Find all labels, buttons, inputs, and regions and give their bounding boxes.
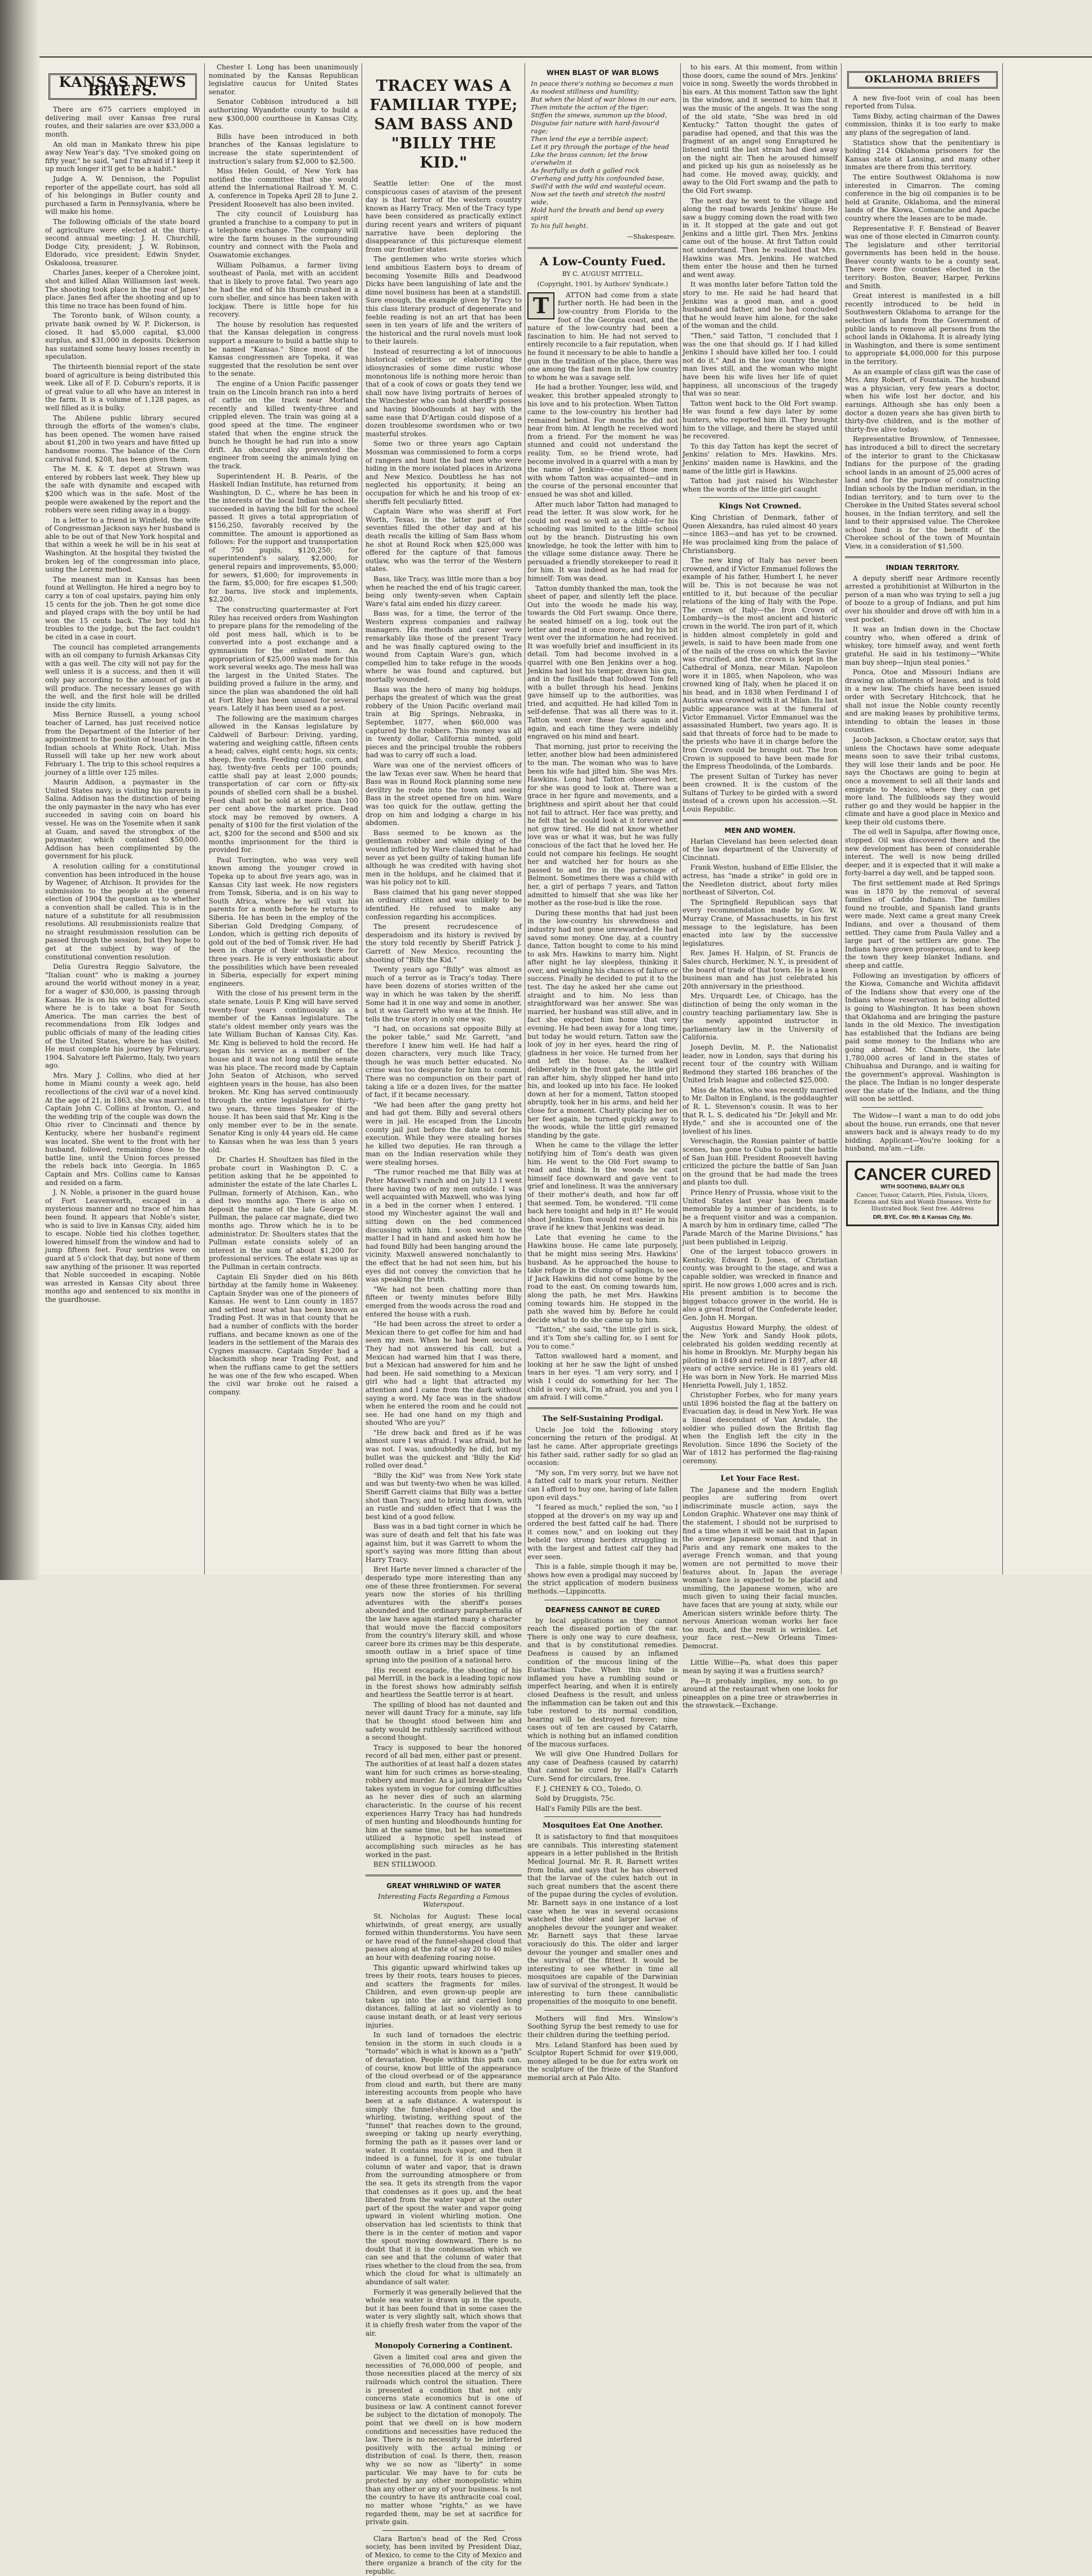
article-paragraph: Representative F. F. Benstead of Beaver was one of those elected in Cimarron county. The legislature and other territorial governments has been held in the house. Beaver county wants to be a county seat. There were five counties elected in the territory: Boston, Beaver, Harper, Perkins and Smith.: [845, 224, 1000, 290]
article-paragraph: The new king of Italy has never been crowned, and if Victor Emmanuel follows the example of his father, Humbert I, he never will be. This is not because he was not entitled to it, but because of the peculiar relations of the king of Italy with the Pope. The crown of Italy—the Iron Crown of Lombardy—is the most ancient and historic crown in the world. The iron part of it, which is hidden almost completely in gold and jewels, is said to have been made from one of the nails of the cross on which the Savior was crucified, and the crown is kept in the Cathedral of Monza, near Milan. Napoleon wore it in 1805, when Napoleon, who was crowned king of Italy, when he placed it on his head, and in 1838 when Ferdinand I of Austria was crowned with it at Milan. Its last public appearance was at the funeral of Victor Emmanuel. Victor Emmanuel was the assassinated Humbert, two years ago. It is said that threats of force had to be made to the priests who have it in charge before the Iron Crown could be brought out. The Iron Crown is supposed to have been made for the Empress Theodolinda, of the Lombards.: [682, 556, 838, 771]
face-rest-paragraphs: [682, 1486, 838, 1651]
article-paragraph: The city council of Louisburg has granted a franchise to a company to put in a telephone exchange. The company will wire the farm houses in the surrounding country and connect with the Paola and Osawatomie exchanges.: [209, 210, 358, 260]
article-paragraph: This is a fable, simple though it may be, shows how even a prodigal may succeed by the strict application of modern business methods.—Lippincotts.: [527, 1563, 678, 1596]
separator: [544, 2010, 661, 2011]
willie-paragraphs: [682, 1658, 838, 1710]
article-paragraph: The thirteenth biennial report of the state board of agriculture is being distributed this week. Like all of F. D. Coburn's reports, it is of great value to all who have an interest in the farm. It is a volume of 1,128 pages, as well filled as it is bulky.: [45, 363, 200, 412]
kansas-news-continued-paragraphs: [209, 63, 358, 1396]
article-paragraph: We will give One Hundred Dollars for any case of Deafness (caused by catarrh) that cannot be cured by Hall's Catarrh Cure. Send for circulars, free.: [527, 1750, 678, 1783]
feud-headline: A Low-County Fued.: [539, 254, 666, 268]
article-paragraph: There are 675 carriers employed in delivering mail over Kansas free rural routes, and their salaries are over $33,000 a month.: [45, 106, 200, 138]
article-paragraph: With the close of his present term in the state senate, Louis P. King will have served twenty-four years continuously as a member of the Kansas legislature. The state's oldest member only years was the late William Buchan of Kansas City, Kas. Mr. King is believed to hold the record. He began his service as a member of the house and it was not long until the senate was his place. The record made by Captain John Seaton of Atchison, who served eighteen years in the house, has also been broken. Mr. King has served continuously through the entire legislature for thirty-two years, three times Speaker of the house. It has been said that Mr. King is the only member ever to be in the senate. Senator King is only 44 years old. He came to Kansas when he was less than 5 years old.: [209, 989, 358, 1154]
section-separator: [527, 247, 678, 249]
poem-line: Like the brass cannon; let the brow o'erwhelm it: [531, 151, 648, 166]
column-feud-story: [527, 63, 678, 2082]
poem-line: In peace there's nothing so becomes a man: [531, 80, 673, 87]
column-rule: [204, 63, 205, 1574]
article-paragraph: Bass claimed that his gang never stopped an ordinary citizen and was unlikely to be identified. He refused to make any confession regarding his accomplices.: [366, 888, 522, 921]
article-paragraph: Seattle letter: One of the most conspicuous cases of atavism of the present day is that terror of the western country known as Harry Tracy. Men of the Tracy type have been considered as practically extinct during recent years and writers of piquant narrative have been deploring the disappearance of this picturesque element from our frontier states.: [366, 179, 522, 253]
article-paragraph: Maurin Addison, a paymaster in the United States navy, is visiting his parents in Salina. Addison has the distinction of being the only paymaster in the navy who has ever succeeded in saving coin on board his vessel. He was on the Yosemite when it sank at Guam, and saved the strongbox of the paymaster, which contained $50,000. Addison has been complimented by the government for his pluck.: [45, 778, 200, 861]
kansas-news-paragraphs: [45, 106, 200, 1304]
article-paragraph: The oil well in Sapulpa, after flowing once, stopped. Oil was discovered there and the new development has been of considerable interest. The well is now being drilled deeper, and it is expected that it will make a forty-barrel a day well, and be tapped soon.: [845, 828, 1000, 877]
separator: [699, 1469, 821, 1470]
article-paragraph: Sold by Druggists, 75c.: [535, 1794, 615, 1803]
article-paragraph: This gigantic upward whirlwind takes up trees by their roots, tears houses to pieces, and scatters the fragments for miles. Children, and even grown-up people are taken up into the air and carried long distances, falling at last so violently as to cause instant death, or at least very serious injuries.: [366, 1963, 522, 2029]
article-paragraph: After much labor Tatton had managed to read the letter. It was slow work, for he could not read so well as a child—for his schooling was limited to the little school out by the branch. Distrusting his own knowledge, he took the letter with him to the village some distance away. There he persuaded a friendly storekeeper to read it for him. It was indeed as he had read for himself: Tom was dead.: [527, 500, 678, 582]
article-paragraph: Captain Ware who was sheriff at Fort Worth, Texas, in the latter part of the seventies filled the other day and at his death recalls the killing of Sam Bass whom he shot at Round Rock when $25,000 was offered for the capture of that famous outlaw, who was the terror of the Western states.: [366, 507, 522, 573]
poem-line: Swill'd with the wild and wasteful ocean.: [531, 182, 666, 190]
article-paragraph: Bass was, for a time, the terror of the Western express companies and railway managers. His methods and career were remarkably like those of the present Tracy and he was finally captured owing to the wound from Captain Ware's gun, which compelled him to take refuge in the woods where he was found and captured, but mortally wounded.: [366, 609, 522, 684]
poem-line: Stiffen the sinews, summon up the blood,: [531, 111, 667, 119]
article-paragraph: The gentlemen who write stories which lend ambitious Eastern boys to dream of becoming Yosemite Bills and Deadwood Dicks have been languishing of late and the dime novel business has been at a standstill. Sure enough, the example given by Tracy to this class literary product of degenerate and feeble reading is not an art that has been seen in ten years of life and the writers of the historical and the rural novels must look to their laurels.: [366, 255, 522, 346]
article-paragraph: Mrs. Mary J. Collins, who died at her home in Miami county a week ago, held recollections of the civil war of a novel kind. At the age of 21, in 1863, she was married to Captain John C. Collins at Ironton, O., and the wedding trip of the couple was down the Ohio river to Cincinnati and thence by Kentucky, where her husband's regiment was located. She went to the front with her husband, followed, remaining close to the battle line, until the Union forces pressed the rebels back into Georgia. In 1865 Captain and Mrs. Collins came to Kansas and resided on a farm.: [45, 1071, 200, 1187]
article-paragraph: Hall's Family Pills are the best.: [535, 1804, 642, 1813]
article-paragraph: In a letter to a friend in Winfield, the wife of Congressman Jackson says her husband is able to be out of that New York hospital and that within a week he will be in his seat at Washington. At the hospital they twisted the broken leg of the congressman into place, using the Lorenz method.: [45, 516, 200, 574]
section-separator: [845, 556, 1000, 558]
article-paragraph: The following are the maximum charges allowed in the Kansas legislature by Caldwell of Barbour: Driving, yarding, watering and weighing cattle, fifteen cents a head; calves, eight cents; hogs, six cents; sheep, five cents. Feeding cattle, corn, and hay, twenty-five cents per 100 pounds; cattle shall pay at least 2,000 pounds; transportation of car corn or fifty-six pounds of shelled corn shall be a bushel. Feed shall not be sold at more than 100 per cent above the market price. Dead stock may be removed by owners. A penalty of $100 for the first violation of the act, $200 for the second and $500 and six months imprisonment for the third is provided for.: [209, 714, 358, 854]
article-paragraph: The Springfield Republican says that every recommendation made by Gov. W. Murray Crane, of Massachusetts, in his first message to the legislature, has been enacted into law by the successive legislatures.: [682, 898, 838, 947]
article-paragraph: Bills have been introduced in both branches of the Kansas legislature to increase the state superintendent of instruction's salary from $2,000 to $2,500.: [209, 132, 358, 165]
article-paragraph: The house by resolution has requested that the Kansas delegation in congress support a measure to build a battle ship to be named "Kansas." Since most of the Kansas congressmen are Topeka, it was suggested that the resolution be sent over to the senate.: [209, 320, 358, 378]
tail-paragraphs: [527, 2015, 678, 2082]
ad-headline: CANCER CURED: [853, 1165, 992, 1184]
article-paragraph: "We had been after the gang pretty hot and had got them. Billy and several others were in jail. He escaped from the Lincoln county jail just before the date set for his execution. While they were stealing horses he killed two deputies. He ran through a man on the Indian reservation while they were stealing horses.: [366, 1100, 522, 1166]
article-paragraph: Joseph Devlin, M. P., the Nationalist leader, now in London, says that during his recent tour of the country with William Redmond they started 186 branches of the United Irish league and collected $25,000.: [682, 1043, 838, 1085]
poem-signature: —Shakespeare.: [627, 233, 676, 240]
whirlwind-paragraphs: [366, 1912, 522, 2337]
article-paragraph: Tracy is supposed to bear the honored record of all bad men, either past or present. The authorities of at least half a dozen states want him for such crimes as horse-stealing, robbery and murder. As a jail breaker he also takes system in vogue for coming difficulties as he never dies of such an alarming characteristic. In the course of his recent experiences Harry Tracy has had hundreds of men hunting and bloodhounds hunting for him at the same time, but he has sometimes utilized a hypnotic spell instead of accomplishing such miracles as he has worked in the past.: [366, 1743, 522, 1859]
article-paragraph: Dr. Charles H. Shoultzen has filed in the probate court in Washington D. C. a petition asking that he be appointed to administer the estate of the late Charles L. Pullman, formerly of Atchison, Kan., who died two months ago. There is also on deposit the name of the late George M. Pullman, the palace car magnate, died two months ago. Throw which he is to be administrator. Dr. Shoulters states that the Pullman estate consists solely of an interest in the sum of about $1,200 for professional services. The estate was up as the Pullman in certain contracts.: [209, 1156, 358, 1271]
article-paragraph: His recent escapade, the shooting of his pal Merrill, in the back is a leading topic now in the forest shows how admirably selfish and heartless the Seattle terror is at heart.: [366, 1666, 522, 1699]
article-paragraph: The M. K. & T. depot at Strawn was entered by robbers last week. They blew up the safe with dynamite and escaped with $200 which was in the safe. Most of the people were awakened by the report and the robbers were seen riding away in a buggy.: [45, 465, 200, 515]
article-paragraph: Bass was in a bad tight corner in which he was sure of death and felt that his fate was against him, but it was Garrett to whom the sport's saying was more fitting than about Harry Tracy.: [366, 1522, 522, 1564]
face-rest-headline: Let Your Face Rest.: [720, 1474, 800, 1483]
article-paragraph: A deputy sheriff near Ardmore recently arrested a prohibitionist at Wilburton in the person of a man who was trying to sell a jug of booze to a group of Indians, and put him over his shoulder and drove off with him in a vest pocket.: [845, 574, 1000, 624]
section-separator: [366, 1875, 522, 1876]
monopoly-headline: Monopoly Cornering a Continent.: [375, 2342, 513, 2351]
deafness-headline: DEAFNESS CANNOT BE CURED: [545, 1605, 661, 1614]
kansas-news-briefs-header: KANSAS NEWS BRIEFS.: [49, 73, 197, 100]
poem-line: But when the blast of war blows in our ears,: [531, 95, 677, 103]
section-separator: [527, 1407, 678, 1409]
article-paragraph: Given a limited coal area and given the necessities of 76,000,000 of people, and those necessities placed at the mercy of six railroads which control the situation. There is presented a condition that not only concerns state economics but is one of business or law. A continent cannot forever be subject to the dictation of monopoly. The point that we dwell on is how modern conditions and necessities have reduced the law. There is no necessity to be interfered positively with the actual mining or distribution of coal. Is there, then, reason why we so now as "liberty" in some particular. We may have to for cuts be protected by any other monopolistic whim than any other or any of your business. Is not the country to have its anthracite coal coal, no matter whose "rights," as we have regarded them, may be set at sacrifice for private gain.: [366, 2353, 522, 2526]
article-paragraph: Bass seemed to be known as the gentleman robber and while dying of the wound inflicted by Ware claimed that he had never as yet been guilty of taking human life although he was credited with having shot men in the holdups, and he claimed that it was his policy not to kill.: [366, 828, 522, 887]
article-paragraph: Paul Torrington, who was very well known among the younger crowd in Topeka up to about five years ago, was in Kansas City last week. He now registers from Tomsk, Siberia, and is on his way to South Africa, where he will visit his parents for a month before he returns to Siberia. He has been in the employ of the Siberian Gold Dredging Company, of London, which is getting rich deposits of gold out of the bed of Tomsk river. He had been in charge of their work there for three years. He is very enthusiastic about the possibilities which have been revealed in Siberia, especially for expert mining engineers.: [209, 855, 358, 988]
article-paragraph: That morning, just prior to receiving the letter, another blow had been administered to the man. The woman who was to have been his wife had jilted him. She was Mrs. Hawkins. Long had Tatton observed her, for she was good to look at. There was a grace in her figure and movements, and a brightness and spirit about her that could not fail to attract. Her face was pretty, and he felt that he could look at it forever and not grow tired. He did not know whether love was or what it was, but he was fully conscious of the fact that he loved her. He could not compare his feelings. He sought her and watched her for hours as she passed to and fro in the parsonage of Belmont. Sometimes there was a child with her, a girl of perhaps 7 years, and Tatton admitted to himself that she was like her mother as the rose-bud is like the rose.: [527, 742, 678, 907]
cancer-cured-ad: [846, 1161, 999, 1226]
poem-line: Disguise fair nature with hard-favour'd rage;: [531, 119, 659, 135]
article-paragraph: A resolution calling for a constitutional convention has been introduced in the house by Wagener, of Atchison. It provides for the submission to the people at the general election of 1904 the question as to whether a convention shall be called. This is in the nature of a substitute for all resubmission resolutions. All resubmissionists realize that no straight resubmission resolution can be passed through the session, but they hope to get at the subject by way of the constitutional convention resolution.: [45, 862, 200, 961]
article-paragraph: Uncle Joe told the following story concerning the return of the prodigal. At last he came. After appropriate greetings his father said, rather sadly for so glad an occasion:: [527, 1425, 678, 1467]
newspaper-page: [39, 56, 1092, 2576]
article-paragraph: Bret Harte never limned a character of the desperado type more interesting than any one of these three frontiersmen. For several years now the stories of his thrilling adventures with the sheriff's posses abounded and the ordinary paraphernalia of the law have again started many a character that would move the flaccid compositors from the country's literary skill, and whose career bore its crimes may be this desperate, smooth outlaw in a brief space of time sprung into the position of a national hero.: [366, 1565, 522, 1664]
article-paragraph: Representative Brownlow, of Tennessee, has introduced a bill to direct the secretary of the interior to grant to the Chickasaw Indians for the purpose of the grading school lands in an amount of 25,000 acres of land and for the purpose of constructing Indian schools by the Indian meridian, in the Indian territory, and to turn over to the Cherokee in the United States several school houses, in the Indian territory, and sell the land to their appraised value. The Cherokee school fund is for the benefit of the Cherokee school of the town of Mountain View, in a consideration of $1,500.: [845, 435, 1000, 551]
feud-paragraphs: [527, 291, 678, 1402]
article-paragraph: King Christian of Denmark, father of Queen Alexandra, has ruled almost 40 years—since 1863—and has yet to be crowned. He was proclaimed king from the palace of Christiansborg.: [682, 514, 838, 555]
article-paragraph: "He had been across the street to order a Mexican there to get coffee for him and had seen my men. When he had been secured. They had not answered his call, but a Mexican had warned him that I was there, but a Mexican had answered for him and he had been. He said something to a Mexican girl who had a light that attracted my attention and I came from the dark without saying a word. My face was in the shadow when he entered the room and he could not see. He had one hand on my thigh and shouted 'Who are you?': [366, 1320, 522, 1427]
article-paragraph: Statistics show that the penitentiary is holding 214 Oklahoma prisoners for the Kansas state at Lansing, and many other inmates are there from this territory.: [845, 138, 1000, 172]
article-paragraph: Twenty years ago "Billy" was almost as much of a terror as is Tracy's today. There have been dozens of stories written of the way in which he was taken by the sheriff. Some had it in one way and some in another, but it was Garrett who was at the finish. He tells the true story in only one way.: [366, 966, 522, 1023]
feud-continued-paragraphs: [682, 63, 838, 493]
article-paragraph: The Japanese and the modern English peoples are suffering from overt indiscriminate muscle action, says the London Graphic. Whatever one may think of the statement, I should not be surprised to find a time when it will be said that in Japan the average Japanese woman, and that in Paris and any remark one makes to the average French woman, and that young women are not permitted to move their features about. In Japan the average woman's face is expected to be placid and unsmiling, the Japanese women, who are much given to using their facial muscles, have faces that are young at sixty, while our American sisters wrinkle before thirty. The nervous American woman works her face too much, and the result is wrinkles. Let your face rest.—New Orleans Times-Democrat.: [682, 1485, 838, 1650]
article-paragraph: Ware was one of the nerviest officers of the law Texas ever saw. When he heard that Bass was in Round Rock planning some new deviltry he rode into the town and seeing Bass in the street opened fire on him. Ware was too quick for the outlaw, getting the drop on him and lodging a charge in his abdomen.: [366, 761, 522, 827]
poem-line: Now set the teeth and stretch the nostril wide,: [531, 190, 666, 206]
article-paragraph: During these months that had just been in the low-country his shrewdness and industry had not gone unrewarded. He had saved some money. One day, at a country dance, Tatton bought to come to his mind to ask Mrs. Hawkins to marry him. Night after night he lay sleepless, thinking it over, and weighing his chances of failure or success. Finally he decided to put it to the test. The day he asked her she came out straight and to him. No less than straightforward was her answer. She was married, her husband was still alive, and in fact she expected him home that very evening. He had been away for a long time, but today he would return. Tatton saw the look of joy in her eyes, heard the ring of gladness in her voice. He turned from her and left the house. As he walked deliberately in the front gate, the little girl ran after him, shyly slipped her hand into his, and looked up into his face. He looked down at her for a moment, Tatton stooped abruptly, took her in his arms, and held her close for a moment. Charity placing her on her feet again, he turned quickly away to the woods, while the little girl remained standing by the gate.: [527, 909, 678, 1139]
article-paragraph: "Then," said Tatton, "I concluded that I was the one that should go. If I had killed Jenkins I should have killed her too. I could not do it." And in the low country the lone man lives still, and the woman who might have been his wife lives her life of quiet happiness, all unconscious of the tragedy that was so near.: [682, 332, 838, 398]
drop-cap: T: [527, 292, 554, 319]
article-paragraph: Judge A. W. Dennison, the Populist reporter of the appellate court, has sold all of his belongings in Butler county and purchased a farm in Pennsylvania, where he will make his home.: [45, 174, 200, 216]
article-paragraph: Rev. James H. Halpin, of St. Francis de Sales church, Herkimer, N. Y., is president of the board of trade of that town. He is a keen business man and has just celebrated his 20th anniversary in the priesthood.: [682, 949, 838, 990]
article-paragraph: Formerly it was generally believed that the whole sea water is drawn up in the spouts, but it has been found that in some cases the water is very slightly salt, which shows that it is chiefly fresh water from the vapor of the air.: [366, 2288, 522, 2337]
article-paragraph: Miss Helen Gould, of New York has notified the committee that she would attend the International Railroad Y. M. C. A. conference in Topeka April 28 to June 2. President Roosevelt has also been invited.: [209, 167, 358, 208]
article-paragraph: The council has completed arrangements with an oil company to furnish Arkansas City with a gas well. The city will not pay for the well unless it is a success, and then it will only pay according to the amount of gas it will produce. The necessary leases go with the well, and the first hole will be drilled inside the city limits.: [45, 643, 200, 709]
article-paragraph: Superintendent H. B. Pearis, of the Haskell Indian Institute, has returned from Washington, D. C., where he has been in the interests of the local Indian school. He succeeded in having the bill for the school passed. It gives a total appropriation of $156,250, favorably received by the committee. The amount is apportioned as follows: For the support and transportation of 750 pupils, $120,250; for superintendent's salary, $2,000; for general repairs and improvements, $5,000; for sewers, $1,600; for improvements in the farm, $5,000; for fire escapes $1,500; for barns, live stock and implements, $2,200.: [209, 472, 358, 604]
article-paragraph: Miss de Mattos, who was recently married to Mr. Dalton in England, is the goddaughter of R. L. Stevenson's cousin. It was to her that R. L. S. dedicated his "Dr. Jekyll and Mr. Hyde," and she is accounted one of the loveliest of his lines.: [682, 1086, 838, 1135]
whirlwind-headline: GREAT WHIRLWIND OF WATER: [386, 1881, 501, 1890]
article-paragraph: Captain Eli Snyder died on his 86th birthday at the family home in Wakeeney. Captain Snyder was one of the pioneers of Kansas. He went to Linn county in 1857 and settled near what has been known as Trading Post. It was in that county that he had a number of conflicts with the border ruffians, and became known as one of the leaders in the settlement of the Marais des Cygnes massacre. Captain Snyder had a blacksmith shop near Trading Post, and when the ruffians came to get the settlers he was one of the few who escaped. When the civil war broke out he raised a company.: [209, 1272, 358, 1396]
article-paragraph: In such land of tornadoes the electric tension in the storm in such clouds is a "tornado" which is what is known as a "path" of devastation. People within this path can, of course, know but little of the appearance of the cloud overhead or of the appearance from cloud and earth, but there are many interesting accounts from people who have been at a safe distance. A waterspout is simply the funnel-shaped cloud and the whirling, twisting, writhing spout of the "funnel" that reaches down to the ground, sweeping or taking up nearly everything, forming the path as it passes over land or water. It contains much vapor, and then it indeed is a funnel, for it is one tubular column of water and vapor, that is drawn from the surrounding atmosphere or from the sea. It gets its strength from the vapor that condenses as it goes up, and the heat liberated from the water vapor at the outer part of the spout the water and vapor going upward in violent whirling motion. One observation has led scientists to think that there is in the center of motion and vapor the spout moving downward. There is no doubt that it is the condensation which we can see and that the column of water that rises whether to the cloud from the sea, from which the cloud for what is ultimately an abundance of salt water.: [366, 2031, 522, 2287]
article-paragraph: The meanest man in Kansas has been found at Wellington. He hired a negro boy to carry a ton of coal upstairs, paying him only 15 cents for the job. Then he got some dice and played craps with the boy until he had won the 15 cents back. The boy told his troubles to the judge, but the fact couldn't be cited in a case in court.: [45, 575, 200, 641]
separator: [699, 1654, 821, 1655]
article-paragraph: Harlan Cleveland has been selected dean of the law department of the University of Cincinnati.: [682, 837, 838, 862]
article-paragraph: Christopher Forbes, who for many years until 1896 hoisted the flag at the battery on Evacuation day, is dead in New York. He was a lineal descendant of Van Arsdale, the soldier who pulled down the British flag when the English left the city in the Revolution. Since 1896 the Society of the War of 1812 has performed the flag-raising ceremony.: [682, 1391, 838, 1465]
indian-territory-headline: INDIAN TERRITORY.: [886, 563, 959, 572]
article-paragraph: Following an investigation by officers of the Kiowa, Comanche and Wichita affidavit of the Indians show that every one of the Indians whose reservation is being allotted is going to Washington. It has been shown that Oklahoma and are bringing the pasture lands in the old Mexico. The investigation has established that the Indians are being paid some money to the Indians who are going abroad. Mr. Chambers, the late 1,780,000 acres of land in the states of Chihuahua and Durango, and is waiting for the government's approval. Washington is the place. The Indian is no longer desperate over the state of the Indians, and the thing will soon be settled.: [845, 971, 1000, 1103]
article-paragraph: "I had, on occasions sat opposite Billy at the poker table," said Mr. Garrett, "and therefore I knew him well. He had half a dozen characters, very much like Tracy, though he was much better educated. No crime was too desperate for him to commit. There was no compunction on their part of taking a life or a dozen lives, for the matter of fact, if it became necessary.: [366, 1025, 522, 1099]
article-paragraph: The Toronto bank, of Wilson county, a private bank owned by W. P. Dickerson, is closed. It had $5,000 capital, $3,000 surplus, and $31,000 in deposits. Dickerson has sustained some heavy losses recently in speculation.: [45, 311, 200, 361]
article-paragraph: Tatton swallowed hard a moment, and looking at her he saw the light of unshed tears in her eyes. "I am very sorry, and I wish I could do something for her. The child is very sick, I'm afraid, you and you I am afraid. I will come.": [527, 1352, 678, 1402]
article-paragraph: F. J. CHENEY & CO., Toledo, O.: [535, 1784, 642, 1793]
separator: [862, 1107, 983, 1108]
article-paragraph: The entire Southwest Oklahoma is now interested in Cimarron. The coming conference in the big oil companies is to be held at Granite, Oklahoma, and the mineral lands of the Kiowa, Comanche and Apache country where the leases are to be made.: [845, 173, 1000, 222]
article-paragraph: Clara Barton's head of the Red Cross society, has been invited by President Diaz, of Mexico, to come to the City of Mexico and there organize a branch of the city for the republic.: [366, 2534, 522, 2576]
article-paragraph: Late that evening he came to the Hawkins house. He came late purposely, that he might miss seeing Mrs. Hawkins' husband. As he approached the house to take refuge in the clump of saplings, to see if Jack Hawkins did not come home by the road to the east. On coming towards him, along the path, he met Mrs. Hawkins coming towards him. He stopped in the path she waved him by. Before he could decide what to do she came up to him.: [527, 1233, 678, 1324]
men-and-women-headline: MEN AND WOMEN.: [724, 826, 796, 835]
article-paragraph: Charles Janes, keeper of a Cherokee joint, shot and killed Allan Williamson last week. The shooting took place in the rear of Janes' place. Janes fled after the shooting and up to this time no trace has been found of him.: [45, 269, 200, 310]
feud-copyright: (Copyright, 1901, by Authors' Syndicate.): [537, 280, 668, 288]
article-paragraph: When he came to the village the letter notifying him of Tom's death was given him. He went to the Old Fort swamp to read and think. In the woods he cast himself face downward and gave vent to grief and loneliness. It was the anniversary of their mother's death, and how far off that seemed. Tom, he wondered. "I'll come back here tonight and help in it!" He would shoot Jenkins. Tom would rest easier in his grave if he knew that Jenkins was dead.: [527, 1141, 678, 1232]
men-and-women-paragraphs: [682, 837, 838, 1465]
article-paragraph: Mrs. Urquardt Lee, of Chicago, has the distinction of being the only woman in the country teaching parliamentary law. She is the newly appointed instructor in parliamentary law in the University of California.: [682, 992, 838, 1042]
article-paragraph: "I feared as much," replied the son, "so I stopped at the drover's on my way up and ordered the best fatted calf he had. There it comes now," and on looking out they beheld two strong herders struggling in with the largest and fattest calf they had ever seen.: [527, 1503, 678, 1561]
article-paragraph: The following officials of the state board of agriculture were elected at the thirty-second annual meeting: J. H. Churchill, Dodge City, president; J. W. Robinson, Eldorado, vice president; Edwin Snyder, Oskaloosa, treasurer.: [45, 217, 200, 267]
kings-headline: Kings Not Crowned.: [719, 502, 802, 511]
article-paragraph: One of the largest tobacco growers in Kentucky, Edward D. Jones, of Christian county, was brought to the stage, and was a capable soldier, was wrecked in finance and spirit. He now grows 1,000 acres and is rich. His present ambition is to become the biggest tobacco grower in the world. He is also a great friend of the Confederate leader, Gen. John H. Morgan.: [682, 1248, 838, 1322]
page-gutter-shadow: [0, 0, 39, 1580]
article-paragraph: The present recrudescence of desperadoism and its history is revived by the story told recently by Sheriff Patrick J. Garrett of New Mexico, recounting the shooting of "Billy the Kid.": [366, 923, 522, 964]
article-paragraph: Great interest is manifested in a bill recently introduced to be held in Southwestern Oklahoma to arrange for the selection of lands from the Government of public lands to remove all persons from the school lands in Oklahoma. It is already lying in Washington, and there is some sentiment to appropriate $4,000,000 for this purpose in the territory.: [845, 292, 1000, 366]
mosquitoes-paragraphs: [527, 1833, 678, 2005]
article-paragraph: BEN STILLWOOD.: [373, 1860, 437, 1869]
poem-lines: [531, 80, 678, 230]
article-paragraph: Delia Gurestra Reggio Salvatore, the "Italian count" who is making a journey around the world without money in a year, for a wager of $30,000, is passing through Kansas. He is on his way to San Francisco, where he is to take a boat for South America. The man carries the best of recommendations from Elk lodges and public officials of many of the leading cities of the United States, where he has visited. He must complete his journey by February, 1904. Salvatore left Palermo, Italy, two years ago.: [45, 963, 200, 1070]
article-paragraph: It was months later before Tatton told the story to me. He said he had heard that Jenkins was a good man, and a good husband and father, and he had concluded that he would leave him alone, for the sake of the woman and the child.: [682, 280, 838, 330]
article-paragraph: Prince Henry of Prussia, whose visit to the United States last year has been made memorable by a number of incidents, is to be a frequent visitor and was a companion. A march by him in ordinary time, called "The Parade March of the Marine Divisions," has just been published in Leipzig.: [682, 1188, 838, 1246]
tracey-paragraphs: [366, 179, 522, 1869]
article-paragraph: Tatton dumbly thanked the man, took the sheet of paper, and silently left the place. Out into the woods he made his way, towards the Old Fort swamp. Once there, he seated himself on a log, took out the letter and read it once more, and by his bit went over the information he had received. It was woefully brief and insufficient in its detail. Tom had become involved in a quarrel with one Ben Jenkins over a hog. Jenkins had lost his temper, drawn his gun, and in the fusillade that followed Tom fell with a bullet through his head. Jenkins gave himself up to the authorities, was tried, and acquitted. He had killed Tom in self-defense. That was all there was to it. Tatton went over these facts again and again, and each time they were indelibly engraved on his mind and heart.: [527, 584, 678, 741]
column-kansas-news: [45, 63, 200, 1574]
tracey-headline: TRACEY WAS A FAMILIAR TYPE; SAM BASS AND "BILLY THE KID.": [369, 77, 518, 172]
article-paragraph: "We had not been chatting more than fifteen or twenty minutes before Billy emerged from the woods across the road and entered the house with a rush.: [366, 1285, 522, 1318]
article-paragraph: The engine of a Union Pacific passenger train on the Lincoln branch ran into a herd of cattle on the track near Morland recently and killed twenty-three and crippled eleven. The train was going at a good speed at the time. The engineer stated that when the engine struck the bunch he thought he had run into a snow drift. An obscured sky prevented the engineer from seeing the animals lying on the track.: [209, 379, 358, 470]
column-rule: [1002, 63, 1003, 1574]
poem-line: Let it pry through the portage of the head: [531, 143, 670, 151]
top-rule: [39, 56, 1092, 58]
deafness-paragraphs: [527, 1617, 678, 1813]
article-paragraph: Mothers will find Mrs. Winslow's Soothing Syrup the best remedy to use for their children during the teething period.: [527, 2014, 678, 2039]
article-paragraph: Senator Cobbison introduced a bill authorizing Wyandotte county to build a new $300,000 courthouse in Kansas City, Kas.: [209, 98, 358, 131]
article-paragraph: Tatton had just raised his Winchester when the words of the little girl caught: [682, 477, 838, 493]
article-paragraph: St. Nicholas for August: These local whirlwinds, of great energy, are usually formed within thunderstorms. You have seen or have read of the funnel-shaped cloud that passes along at the rate of say 20 to 40 miles an hour with deafening roaring noise.: [366, 1912, 522, 1961]
separator: [699, 497, 821, 498]
feud-byline: BY C. AUGUST MITTELL.: [562, 270, 644, 278]
article-paragraph: "Billy the Kid" was from New York state and was but twenty-two when he was killed. Sheriff Garrett claims that Billy was a better shot than Tracy, and to bring him down, with an rustle and sudden effect that I was the best kind of a good fellow.: [366, 1471, 522, 1521]
oklahoma-briefs-header: OKLAHOMA BRIEFS: [847, 71, 998, 89]
column-kansas-news-continued: [209, 63, 358, 1574]
article-paragraph: to his ears. At this moment, from within those doors, came the sound of Mrs. Jenkins' voice in song. Sweetly the words throbbed in his ears. At this moment Tatton saw the light in the window, and it seemed to him that it was the music of the angels. It was the song of the old state, "She was bred in old Kentucky." Tatton thought the gates of paradise had opened, and that this was the fragment of an angel song Enraptured he listened until the last strain had died away on the night air. Then he aroused himself and picked up his gun as noiselessly as he had come. He moved away, quickly, and away to the Old Fort swamp and the path to the Old Fort swamp.: [682, 63, 838, 195]
article-paragraph: It is satisfactory to find that mosquitoes are cannibals. This interesting statement appears in a letter published in the British Medical Journal. Mr. R. R. Barnett writes from India, and says that he has observed that the larvae of the culex hatch out in such great numbers that the ascent there of the pupae during the cycles of evolution. Mr. Barnett says in one instance of a lost case when he was in several occasions watched the older and larger larvae of anopheles devour the younger and weaker. Mr. Barnett says that these larvae voraciously do this. The older and larger devour the younger and smaller ones and the survival of the fittest. It would be interesting to see whether in time all mosquitoes are capable of the Darwinian law of survival of the strongest. It would be interesting to turn these cannibalistic propensities of the mosquito to one benefit.: [527, 1833, 678, 2006]
prodigal-paragraphs: [527, 1426, 678, 1596]
article-paragraph: The first settlement made at Red Springs was in 1870 by the removal of several families of Caddo Indians. The families found no trouble, and Spanish land grants were made. Next came a great many Creek Indians, and over a thousand of them settled. They came from Paula Valley and a large part of the settlers are gone. The Indians have grown prosperous, and to keep the town they keep blanket Indians, and sheep and cattle.: [845, 879, 1000, 969]
column-oklahoma: [845, 63, 1000, 1574]
section-separator: [682, 819, 838, 821]
article-paragraph: Mrs. Leland Stanford has been sued by Sculptor Rupert Schmid for over $19,000, money alleged to be due for extra work on the sculpture of the frieze of the Stanford memorial arch at Palo Alto.: [527, 2040, 678, 2082]
article-paragraph: Instead of resurrecting a lot of innocuous historical celebrities or elaborating the idiosyncrasies of some dime rustic whose monotonous life is nothing more heroic than that of a cook of cows or goats they tend we shall now have living portraits of heroes of the Winchester who can hold sheriff's posses and having bloodhounds at bay with the same ease that D'Artigan could dispose of a dozen troublesome swordsmen who or two masterful strokes.: [366, 347, 522, 438]
poem-line: As fearfully as doth a galled rock: [531, 166, 640, 174]
article-paragraph: Chester I. Long has been unanimously nominated by the Kansas Republican legislative caucus for United States senator.: [209, 63, 358, 96]
column-feud-continued: [682, 63, 838, 1710]
article-paragraph: The next day he went to the village and along the road towards Jenkins' house. He saw a buggy coming down the road with two in it. It stopped at the gate and out got Jenkins and a little girl. Then Mrs. Jenkins came out of the house. At first Tatton could not understand. Then he realized that Mrs. Hawkins was Mrs. Jenkins. He watched them enter the house and then he turned and went away.: [682, 196, 838, 279]
article-paragraph: Tams Bixby, acting chairman of the Dawes commission, thinks it is too early to make any plans of the segregation of land.: [845, 112, 1000, 137]
article-paragraph: Frank Weston, husband of Effie Ellsler, the actress, has "made a strike" in gold ore in the Needleton district, about forty miles northeast of Silverton, Col.: [682, 863, 838, 897]
widow-paragraph: The Widow—I want a man to do odd jobs about the house, run errands, one that never answers back and is always ready to do my bidding. Applicant—You're looking for a husband, ma'am.—Life.: [845, 1112, 1000, 1153]
article-paragraph: The constructing quartermaster at Fort Riley has received orders from Washington to prepare plans for the remodeling of the old post mess hall, which is to be converted into a post exchange and a gymnasium for the enlisted men. An appropriation of $25,000 was made for this work several weeks ago. The mess hall was the largest in the United States. The building proved a failure in the army, and since the plan was abandoned the old hall at Fort Riley has been unused for several years. Lately it has been used as a post.: [209, 605, 358, 713]
ad-subheadline: WITH SOOTHING, BALMY OILS: [880, 1184, 965, 1191]
article-paragraph: To this day Tatton has kept the secret of Jenkins' relation to Mrs. Hawkins. Mrs. Jenkins' maiden name is Hawkins, and the name of the little girl is Hawkins.: [682, 442, 838, 475]
article-paragraph: The spilling of blood has not daunted and never will daunt Tracy for a minute, say life that he thought stood between him and safety would be ruthlessly sacrificed without a second thought.: [366, 1700, 522, 1742]
poem-line: O'erhang and jutty his confounded base,: [531, 174, 664, 182]
article-paragraph: Bass, like Tracy, was little more than a boy when he reached the end of his tragic career, being only twenty-seven when Captain Ware's fatal aim ended his dizzy career.: [366, 574, 522, 608]
separator: [382, 2530, 505, 2531]
column-rule: [841, 63, 842, 1574]
article-paragraph: Tatton went back to the Old Fort swamp. He was found a few days later by some hunters, who reported him ill. They brought him to the village, and there he stayed until he recovered.: [682, 399, 838, 441]
article-paragraph: "The rumor reached me that Billy was at Peter Maxwell's ranch and on July 13 I went there having two of my men outside. I was well acquainted with Maxwell, who was lying in a bed in the corner when I entered. I stood my Winchester against the wall and sitting down on the bed commenced discussing with him. I soon went to the matter I had in hand and asked him how he had found Billy had been hanging around the vicinity. Maxwell answered nonchalantly to the effect that he had not seen him, but his eyes did not convey the conviction that he was speaking the truth.: [366, 1168, 522, 1284]
poem-line: Hold hard the breath and bend up every spirit: [531, 206, 664, 222]
article-paragraph: Little Willie—Pa, what does this paper mean by saying it was a fruitless search?: [682, 1658, 838, 1675]
article-paragraph: Augustus Howard Murphy, the oldest of the New York and Sandy Hook pilots, celebrated his golden wedding recently at his home in Brooklyn. Mr. Murphy began his piloting in 1849 and retired in 1897, after 48 years of active service. He is 81 years old. He was born in New York. He married Miss Henrietta Powell, July 1, 1852.: [682, 1323, 838, 1389]
article-paragraph: ATTON had come from a state further north. He had been in the low-country from Florida to the foot of the Georgia coast, and the nature of the low-country had been a fascination to him. He had not served to entirely reconcile to a fair reputation, when he found it necessary to be able to handle a gun in the tradition of the place, there was one among the fast men in the low country to whom he was a savage self.: [527, 291, 678, 381]
whirlwind-deck: Interesting Facts Regarding a Famous Waterspout.: [377, 1892, 510, 1909]
article-paragraph: J. N. Noble, a prisoner in the guard house of Fort Leavenworth, escaped in a mysterious manner and no trace of him has been found. It appears that Noble's sister, who is said to live in Kansas City, aided him to escape. Noble tied his clothes together, lowered himself from the window and had to jump fifteen feet. Four sentries were on guard at 5 o'clock that day, but none of them saw anything of the prisoner. It was reported that Noble succeeded in escaping. Noble was arrested in Kansas City about three months ago and sentenced to six months in the guardhouse.: [45, 1188, 200, 1304]
column-cropped-edge: [1005, 63, 1090, 1574]
ad-body: Cancer, Tumor, Catarrh, Piles, Fistula, Ulcers, Eczema and Skin and Womb Diseases. Write for Illustrated Book. Sent free. Address: [853, 1192, 992, 1213]
article-paragraph: William Polhamus, a farmer living southeast of Paola, met with an accident that is likely to prove fatal. Two years ago he had the end of his thumb crushed in a corn sheller, and since has been taken with lockjaw. There is little hope for his recovery.: [209, 261, 358, 319]
article-paragraph: The present Sultan of Turkey has never been crowned. It is the custom of the Sultans of Turkey to be girded with a sword instead of a crown upon his accession.—St. Louis Republic.: [682, 772, 838, 814]
ad-address: DR. BYE, Cor. 9th & Kansas City, Mo.: [873, 1214, 972, 1221]
mosquitoes-headline: Mosquitoes Eat One Another.: [542, 1822, 663, 1831]
column-tracey-story: [366, 63, 522, 2576]
article-paragraph: Ponca, Otoe and Missouri Indians are drawing on allotments of leases, and is told in a new law. The chiefs have been issued order with Secretary Hitchcock, that he shall not issue the Noble county recently and are making leases by prohibitive terms, intending to obtain the leases in those counties.: [845, 668, 1000, 734]
article-paragraph: A new five-foot vein of coal has been reported from Tulsa.: [845, 94, 1000, 111]
poem-title: WHEN BLAST OF WAR BLOWS: [546, 69, 659, 77]
article-paragraph: "He drew back and fired as if he was almost sure I was afraid. I was afraid, but he was not. I was, undoubtedly he did, but my bullet was the quickest and 'Billy the Kid' rolled over dead.": [366, 1428, 522, 1470]
poem-line: Then imitate the action of the tiger;: [531, 103, 649, 111]
poem-line: To his full height.: [531, 222, 588, 230]
column-rule: [680, 63, 681, 1574]
article-paragraph: An old man in Mankato threw his pipe away New Year's day. "I've smoked going on fifty year," he said, "and I'm afraid if I keep it up much longer it'll get to be a habit.": [45, 140, 200, 173]
article-paragraph: Bass was the hero of many big holdups, perhaps the greatest of which was the great robbery of the Union Pacific overland mail train at Big Springs, Nebraska, in September, 1877, when $60,000 was captured by the robbers. This money was all in twenty dollar, California minted, gold pieces and the principal trouble the robbers had was to carry off such a load.: [366, 685, 522, 760]
article-paragraph: He had a brother. Younger, less wild, and weaker, this brother appealed strongly to his love and to his protection. When Tatton came to the low-country his brother had remained behind. For months he did not hear from him. At length he received word from a friend. For the moment he was stunned and could not understand the reality. Tom, so he friend wrote, had become involved in a quarrel with a man by the name of Jenkins—one of those men with whom Tatton was acquainted—and in the course of the personal encounter that ensued he was shot and killed.: [527, 383, 678, 499]
article-paragraph: Miss Bernice Russell, a young school teacher of Larned, has just received notice from the Department of the Interior of her appointment to the position of teacher in the Indian schools at White Rock, Utah. Miss Russell will take up her new work about February 1. The trip to this school requires a journey of a little over 125 miles.: [45, 710, 200, 776]
article-paragraph: Pa—It probably implies, my son, to go around at the restaurant when one looks for pineapples on a pine tree or strawberries in the strawstack.—Exchange.: [682, 1677, 838, 1710]
article-paragraph: "Tatton," she said, "the little girl is sick, and it's Tom she's calling for, so I sent for you to come.": [527, 1326, 678, 1350]
article-paragraph: Jacob Jackson, a Choctaw orator, says that unless the Choctaws have some adequate means soon to save their tribal customs, they will lose their lands and be poor. He says the Choctaws are going to begin at once a movement to sell all their lands and emigrate to Mexico, where they can get more land. The fullbloods say they would rather go and they would be happier in the climate and have a good place in Mexico and keep their old customs there.: [845, 735, 1000, 826]
oklahoma-paragraphs: [845, 94, 1000, 551]
monopoly-paragraphs: [366, 2353, 522, 2526]
separator: [544, 1816, 661, 1817]
poem-line: Then lend the eye a terrible aspect;: [531, 135, 649, 143]
article-paragraph: As an example of class gift was the case of Mrs. Amy Robert, of Fountain. The husband was a physician, very few years a doctor, when his wife lost her doctor, and his earnings. Although she has only been a doctor a dozen years she has given birth to thirty-five children, and is the mother of thirty-five alive today.: [845, 367, 1000, 433]
article-paragraph: Vereschagin, the Russian painter of battle scenes, has gone to Cuba to paint the battle of San Juan Hill. President Roosevelt having criticized the picture the battle of San Juan on the ground that he had made the trees and plants too dull.: [682, 1137, 838, 1187]
article-paragraph: Some two or three years ago Captain Mossman was commissioned to form a corps of rangers and hunt the bad men who were hiding in the more isolated places in Arizona and New Mexico. Doubtless he has not neglected his opportunity, it being an occupation for which he and his troop of ex-sheriffs felt peculiarly fitted.: [366, 440, 522, 506]
clara-barton-paragraph: [366, 2535, 522, 2576]
article-paragraph: by local applications as they cannot reach the diseased portion of the ear. There is only one way to cure deafness, and that is by constitutional remedies. Deafness is caused by an inflamed condition of the mucous lining of the Eustachian Tube. When this tube is inflamed you have a rumbling sound or imperfect hearing, and when it is entirely closed Deafness is the result, and unless the inflammation can be taken out and this tube restored to its normal condition, hearing will be destroyed forever; nine cases out of ten are caused by Catarrh, which is nothing but an inflamed condition of the mucous surfaces.: [527, 1616, 678, 1748]
poem-line: As modest stillness and humility;: [531, 87, 640, 95]
article-paragraph: It was an Indian down in the Choctaw country who, when offered a drink of whiskey, tore himself away, and went forth grateful. He said in his testimony—"White man buy sheep—Injun steal ponies.": [845, 625, 1000, 666]
article-paragraph: "My son, I'm very sorry, but we have not a fatted calf to mark your return. Neither can I afford to buy one, having of late fallen upon evil days.": [527, 1468, 678, 1502]
article-paragraph: The Abilene public library secured through the efforts of the women's clubs, has been opened. The women have raised about $1,200 in two years and have fitted up handsome rooms. The balance of the Corn carnival fund, $208, has been given them.: [45, 414, 200, 463]
kings-paragraphs: [682, 514, 838, 813]
indian-territory-paragraphs: [845, 574, 1000, 1103]
prodigal-headline: The Self-Sustaining Prodigal.: [542, 1414, 663, 1423]
